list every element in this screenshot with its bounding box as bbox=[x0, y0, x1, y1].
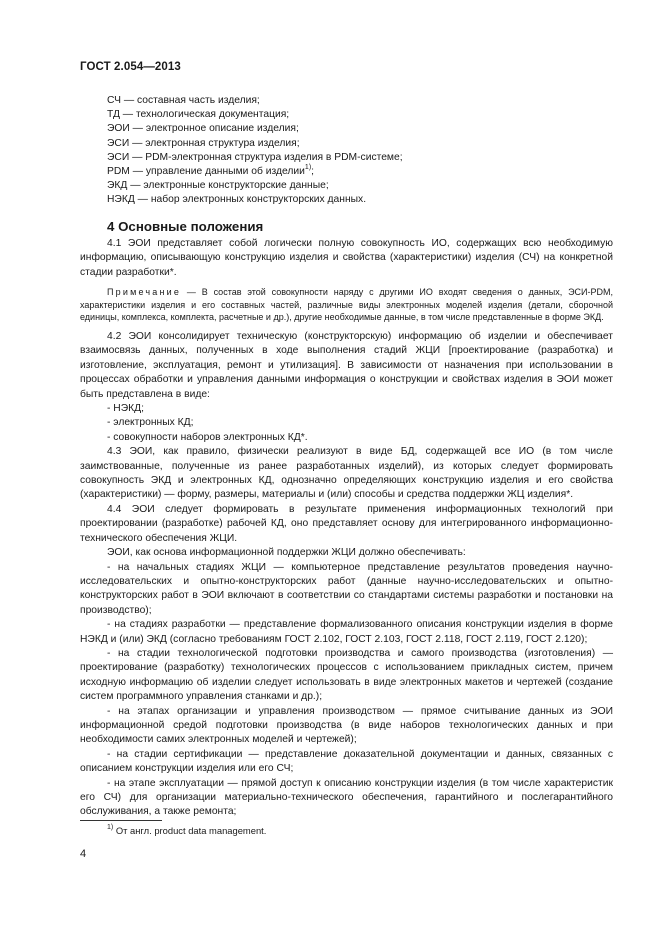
list-item: - НЭКД; bbox=[107, 403, 144, 415]
list-item: - на этапе эксплуатации — прямой доступ к описанию конструкции изделия (в том числе характеристик его СЧ) для организации материально-технического обеспечения, гарантийного и послегарантийного обслуживания, а также ремонта; bbox=[80, 777, 613, 818]
abbreviation-item: ТД — технологическая документация; bbox=[107, 109, 290, 121]
footnote-divider bbox=[80, 820, 162, 821]
list-item: - на стадиях разработки — представление формализованного описания конструкции изделия в форме НЭКД и (или) ЭКД (согласно требованиям ГОСТ 2.102, ГОСТ 2.103, ГОСТ 2.118, ГОСТ 2.119, ГОСТ 2.120); bbox=[80, 619, 613, 645]
abbreviation-item: ЭКД — электронные конструкторские данные; bbox=[107, 180, 329, 192]
note bbox=[80, 286, 613, 324]
paragraph-4-1: 4.1 ЭОИ представляет собой логически полную совокупность ИО, содержащих всю необходимую информацию, описывающую конструкцию изделия и свойства (характеристики) изделия (СЧ) на конкретной стадии разработки*. bbox=[80, 238, 613, 278]
list-item: - на стадии сертификации — представление доказательной документации и данных, связанных с описанием конструкции изделия или его СЧ; bbox=[80, 748, 613, 775]
paragraph-4-4: 4.4 ЭОИ следует формировать в результате применения информационных технологий при проектировании (разработке) рабочей КД, оно представляет основу для интегрированного информационно-технического обеспечения ЖЦИ. bbox=[80, 503, 613, 544]
abbreviation-tail: ; bbox=[311, 166, 315, 178]
note-label: Примечание bbox=[107, 287, 182, 298]
list-item: - совокупности наборов электронных КД*. bbox=[107, 431, 308, 443]
paragraph-4-2: 4.2 ЭОИ консолидирует техническую (конструкторскую) информацию об изделии и обеспечивает взаимосвязь данных, полученных в ходе выполнения стадий ЖЦИ [проектирование (разработка) и изготовление, эксплуатация, ремонт и утилизация]. В зависимости от назначения при использовании в процессах обработки и управления данными информация о конструкции и свойствах изделия в ЭОИ может быть представлена в виде: bbox=[80, 331, 613, 400]
abbreviation-item: НЭКД — набор электронных конструкторских данных. bbox=[107, 194, 367, 206]
abbreviation-item: ЭСИ — электронная структура изделия; bbox=[107, 137, 300, 149]
list-item: - на стадии технологической подготовки производства и самого производства (изготовления) — проектирование (разработку) технологических процессов с использованием прикладных систем, причем исходную информацию об изделии следует использовать в виде электронных макетов и чертежей (создание систем программного управления станками и др.); bbox=[80, 647, 613, 703]
section-heading: 4 Основные положения bbox=[107, 219, 264, 234]
footnote-ref: 1) bbox=[304, 163, 312, 171]
abbreviation-item: ЭОИ — электронное описание изделия; bbox=[107, 123, 299, 135]
footnote-mark: 1) bbox=[107, 823, 114, 831]
section-body bbox=[80, 237, 613, 820]
abbreviation-text: PDM — управление данными об изделии bbox=[107, 166, 305, 178]
abbreviation-item: СЧ — составная часть изделия; bbox=[107, 95, 260, 106]
abbreviation-list bbox=[107, 94, 577, 208]
page-number: 4 bbox=[80, 848, 87, 860]
abbreviation-item: ЭСИ — PDM-электронная структура изделия в PDM-системе; bbox=[107, 151, 403, 163]
list-item: - на начальных стадиях ЖЦИ — компьютерное представление результатов проведения научно-исследовательских и опытно-конструкторских работ (данные научно-исследовательских и опытно-конструкторских работ в ЭОИ включают в соответствии со стандартами системы разработки и постановки на производство); bbox=[80, 561, 613, 616]
footnote-text: От англ. product data management. bbox=[113, 825, 267, 836]
footnote bbox=[107, 825, 266, 836]
note-text: — В состав этой совокупности наряду с другими ИО входят сведения о данных, ЭСИ-PDM, характеристики изделия и его составных частей, различные виды электронных моделей изделия (детали, сборочной единицы, комплекса, комплекта, расчетные и др.), другие необходимые данные, в том числе представленные в форме ЭКД. bbox=[80, 287, 613, 323]
paragraph-4-3: 4.3 ЭОИ, как правило, физически реализуют в виде БД, содержащей все ИО (в том числе заимствованные, полученные из ранее разработанных изделий), из которых следует формировать совокупность ЭКД и электронных КД, однозначно определяющих конструкцию изделия и его свойства (характеристики) — форму, размеры, материалы и (или) способы и средства поддержки ЖЦ изделия*. bbox=[80, 446, 613, 501]
list-item: - электронных КД; bbox=[107, 417, 194, 429]
abbreviation-item-pdm bbox=[107, 165, 577, 179]
list-item: - на этапах организации и управления производством — прямое считывание данных из ЭОИ информационной средой подготовки производства (в виде наборов технологических данных и при необходимости самих электронных моделей и чертежей); bbox=[80, 705, 613, 746]
document-header: ГОСТ 2.054—2013 bbox=[80, 61, 181, 73]
paragraph-eoi: ЭОИ, как основа информационной поддержки ЖЦИ должно обеспечивать: bbox=[107, 547, 466, 559]
